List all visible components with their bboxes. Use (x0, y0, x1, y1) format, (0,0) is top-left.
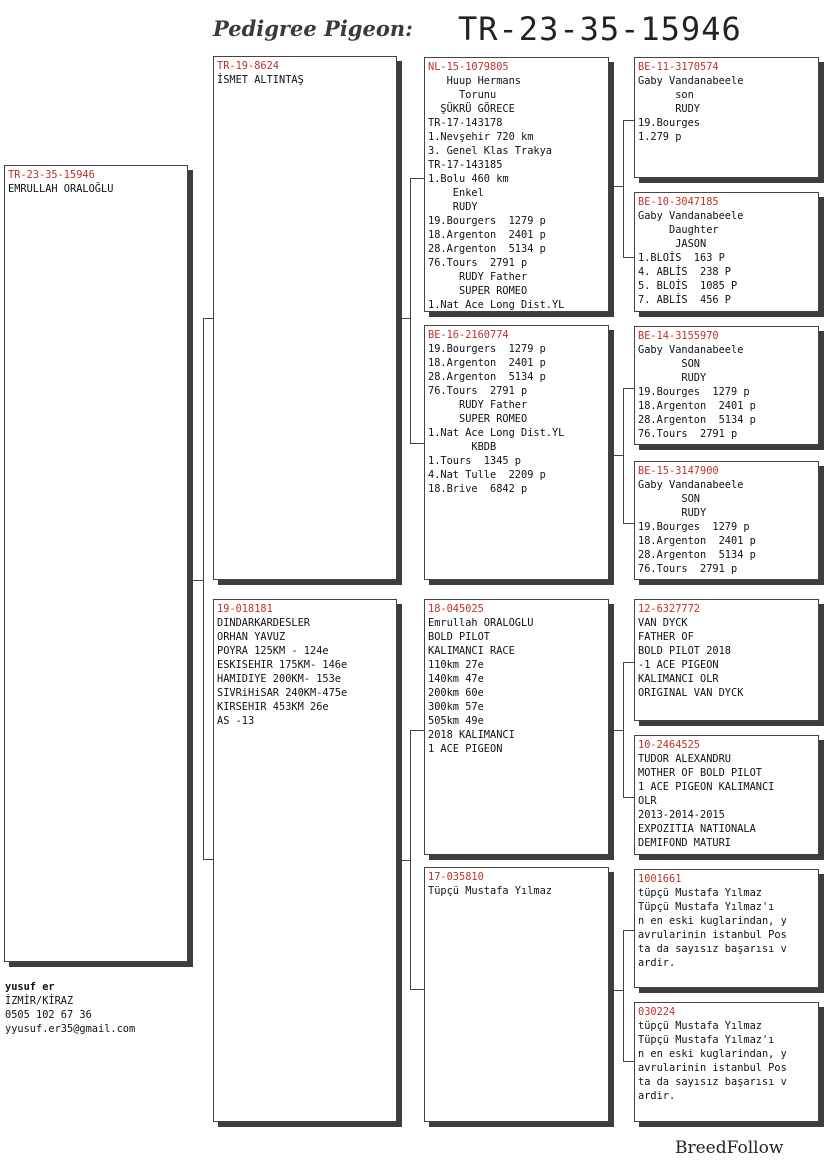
card-line: TR-17-143185 (428, 159, 503, 171)
ring-number: 17-035810 (428, 871, 484, 883)
ring-number: 18-045025 (428, 603, 484, 615)
connector-sire-stub (397, 318, 410, 319)
card-line: 2013-2014-2015 (638, 809, 725, 821)
card-line: KALIMANCI OLR (638, 673, 719, 685)
pigeon-card-dam (213, 599, 397, 1122)
card-line: RUDY Father (428, 271, 528, 283)
card-line: ta da sayısız başarısı v (638, 943, 787, 955)
card-line: 76.Tours 2791 p (638, 428, 738, 440)
pigeon-card-sire-dam-dam (634, 461, 819, 580)
card-line: MOTHER OF BOLD PILOT (638, 767, 762, 779)
card-line: RUDY Father (428, 399, 528, 411)
card-line: 19.Bourges 1279 p (638, 386, 750, 398)
card-line: SIVRiHiSAR 240KM-475e (217, 687, 348, 699)
card-line: Gaby Vandanabeele (638, 479, 744, 491)
ring-number: TR-23-35-15946 (8, 169, 95, 181)
ring-number: BE-14-3155970 (638, 330, 719, 342)
card-line: Gaby Vandanabeele (638, 344, 744, 356)
connector-dam-stub (397, 860, 410, 861)
card-line: 1 ACE PIGEON (428, 743, 503, 755)
card-line: POYRA 125KM - 124e (217, 645, 329, 657)
ring-number: 030224 (638, 1006, 676, 1018)
card-line: FATHER OF (638, 631, 694, 643)
card-line: ta da sayısız başarısı v (638, 1076, 787, 1088)
card-line: 19.Bourges (638, 117, 700, 129)
card-line: SUPER ROMEO (428, 413, 528, 425)
owner-name: yusuf er (5, 981, 55, 993)
card-line: 5. BLOİS 1085 P (638, 280, 738, 292)
card-line: RUDY (638, 372, 707, 384)
pigeon-card-sire-sire-sire (634, 57, 819, 178)
pigeon-card-dam-dam (424, 867, 609, 1122)
card-line: JASON (638, 238, 707, 250)
card-line: Emrullah ORALOGLU (428, 617, 534, 629)
ring-number: 19-018181 (217, 603, 273, 615)
card-line: RUDY (638, 507, 707, 519)
card-line: 300km 57e (428, 701, 484, 713)
card-line: 1.Nevşehir 720 km (428, 131, 534, 143)
connector-sire (410, 178, 424, 444)
pigeon-card-sire-dam-sire (634, 326, 819, 445)
pigeon-card-sire (213, 56, 397, 580)
card-line: 76.Tours 2791 p (638, 563, 738, 575)
connector-dd-stub (609, 990, 623, 991)
card-line: AS -13 (217, 715, 255, 727)
card-line: KBDB (428, 441, 497, 453)
pigeon-card-subject (4, 165, 188, 962)
card-line: VAN DYCK (638, 617, 688, 629)
ring-number: BE-10-3047185 (638, 196, 719, 208)
card-line: tüpçü Mustafa Yılmaz (638, 1020, 762, 1032)
connector-sd-stub (609, 455, 623, 456)
card-line: ESKISEHIR 175KM- 146e (217, 659, 348, 671)
card-line: 1.Nat Ace Long Dist.YL (428, 427, 565, 439)
pigeon-card-sire-dam (424, 325, 609, 580)
card-line: DEMIFOND MATURI (638, 837, 731, 849)
card-line: 1.Nat Ace Long Dist.YL (428, 299, 565, 311)
card-line: SON (638, 493, 700, 505)
card-line: 505km 49e (428, 715, 484, 727)
card-line: KIRSEHIR 453KM 26e (217, 701, 329, 713)
card-line: RUDY (428, 201, 478, 213)
card-line: OLR (638, 795, 657, 807)
card-line: KALIMANCI RACE (428, 645, 515, 657)
card-line: 18.Argenton 2401 p (428, 229, 546, 241)
card-line: TR-17-143178 (428, 117, 503, 129)
connector-subject-stub (188, 580, 203, 581)
card-line: 18.Brive 6842 p (428, 483, 528, 495)
card-line: 76.Tours 2791 p (428, 385, 528, 397)
connector-ss (623, 120, 634, 258)
connector-dam (410, 730, 424, 990)
card-line: n en eski kuglarindan, y (638, 1048, 787, 1060)
card-line: 76.Tours 2791 p (428, 257, 528, 269)
card-line: RUDY (638, 103, 700, 115)
card-line: SUPER ROMEO (428, 285, 528, 297)
card-line: 28.Argenton 5134 p (428, 371, 546, 383)
ring-number: BE-16-2160774 (428, 329, 509, 341)
card-line: tüpçü Mustafa Yılmaz (638, 887, 762, 899)
owner-email: yyusuf.er35@gmail.com (5, 1023, 136, 1035)
card-line: DINDARKARDESLER (217, 617, 310, 629)
card-line: BOLD PILOT (428, 631, 490, 643)
card-line: EXPOZITIA NATIONALA (638, 823, 756, 835)
card-line: 1 ACE PIGEON KALIMANCI (638, 781, 775, 793)
card-line: 140km 47e (428, 673, 484, 685)
connector-dd (623, 930, 634, 1062)
card-line: BOLD PILOT 2018 (638, 645, 731, 657)
card-line: Daughter (638, 224, 719, 236)
pigeon-card-sire-sire-dam (634, 192, 819, 312)
card-line: 1.Bolu 460 km (428, 173, 509, 185)
card-line: Tüpçü Mustafa Yılmaz'ı (638, 1034, 775, 1046)
card-line: 28.Argenton 5134 p (638, 549, 756, 561)
pedigree-ring-number: TR-23-35-15946 (458, 10, 742, 48)
card-line: 18.Argenton 2401 p (638, 535, 756, 547)
brand-footer: BreedFollow (675, 1138, 784, 1158)
ring-number: BE-15-3147900 (638, 465, 719, 477)
card-line: HAMIDIYE 200KM- 153e (217, 673, 341, 685)
card-line: 1.279 p (638, 131, 682, 143)
card-line: Gaby Vandanabeele (638, 75, 744, 87)
ring-number: NL-15-1079805 (428, 61, 509, 73)
card-line: ORHAN YAVUZ (217, 631, 286, 643)
pigeon-card-dam-sire-sire (634, 599, 819, 721)
card-line: 19.Bourges 1279 p (638, 521, 750, 533)
connector-subject (203, 318, 213, 860)
connector-ds-stub (609, 730, 623, 731)
owner-location: İZMİR/KİRAZ (5, 995, 74, 1007)
card-line: Tüpçü Mustafa Yılmaz (428, 885, 552, 897)
owner-info (5, 980, 135, 1036)
pedigree-label: Pedigree Pigeon: (213, 16, 413, 41)
card-line: Torunu (428, 89, 497, 101)
card-line: 3. Genel Klas Trakya (428, 145, 552, 157)
connector-ss-stub (609, 186, 623, 187)
card-line: 200km 60e (428, 687, 484, 699)
card-line: avrularinin istanbul Pos (638, 929, 787, 941)
owner-phone: 0505 102 67 36 (5, 1009, 92, 1021)
card-line: TUDOR ALEXANDRU (638, 753, 731, 765)
card-line: Enkel (428, 187, 484, 199)
card-line: ORIGINAL VAN DYCK (638, 687, 744, 699)
pigeon-card-dam-dam-dam (634, 1002, 819, 1122)
ring-number: 12-6327772 (638, 603, 700, 615)
card-line: Tüpçü Mustafa Yılmaz'ı (638, 901, 775, 913)
card-line: 1.Tours 1345 p (428, 455, 521, 467)
card-line: İSMET ALTINTAŞ (217, 74, 304, 86)
card-line: 28.Argenton 5134 p (428, 243, 546, 255)
card-line: 18.Argenton 2401 p (428, 357, 546, 369)
card-line: SON (638, 358, 700, 370)
card-line: 28.Argenton 5134 p (638, 414, 756, 426)
card-line: -1 ACE PIGEON (638, 659, 719, 671)
card-line: 7. ABLİS 456 P (638, 294, 731, 306)
card-line: EMRULLAH ORALOĞLU (8, 183, 114, 195)
card-line: Gaby Vandanabeele (638, 210, 744, 222)
connector-sd (623, 388, 634, 524)
card-line: 19.Bourgers 1279 p (428, 215, 546, 227)
card-line: avrularinin istanbul Pos (638, 1062, 787, 1074)
ring-number: BE-11-3170574 (638, 61, 719, 73)
card-line: n en eski kuglarindan, y (638, 915, 787, 927)
card-line: 2018 KALIMANCI (428, 729, 515, 741)
card-line: 1.BLOİS 163 P (638, 252, 725, 264)
card-line: 18.Argenton 2401 p (638, 400, 756, 412)
card-line: son (638, 89, 694, 101)
pigeon-card-dam-sire-dam (634, 735, 819, 855)
pigeon-card-dam-sire (424, 599, 609, 855)
card-line: 4. ABLİS 238 P (638, 266, 731, 278)
pigeon-card-sire-sire (424, 57, 609, 312)
connector-ds (623, 662, 634, 798)
card-line: ardir. (638, 1090, 676, 1102)
ring-number: 10-2464525 (638, 739, 700, 751)
pigeon-card-dam-dam-sire (634, 869, 819, 988)
card-line: 110km 27e (428, 659, 484, 671)
ring-number: TR-19-8624 (217, 60, 279, 72)
card-line: ardir. (638, 957, 676, 969)
card-line: Huup Hermans (428, 75, 521, 87)
card-line: ŞÜKRÜ GÖRECE (428, 103, 515, 115)
card-line: 19.Bourgers 1279 p (428, 343, 546, 355)
ring-number: 1001661 (638, 873, 682, 885)
card-line: 4.Nat Tulle 2209 p (428, 469, 546, 481)
